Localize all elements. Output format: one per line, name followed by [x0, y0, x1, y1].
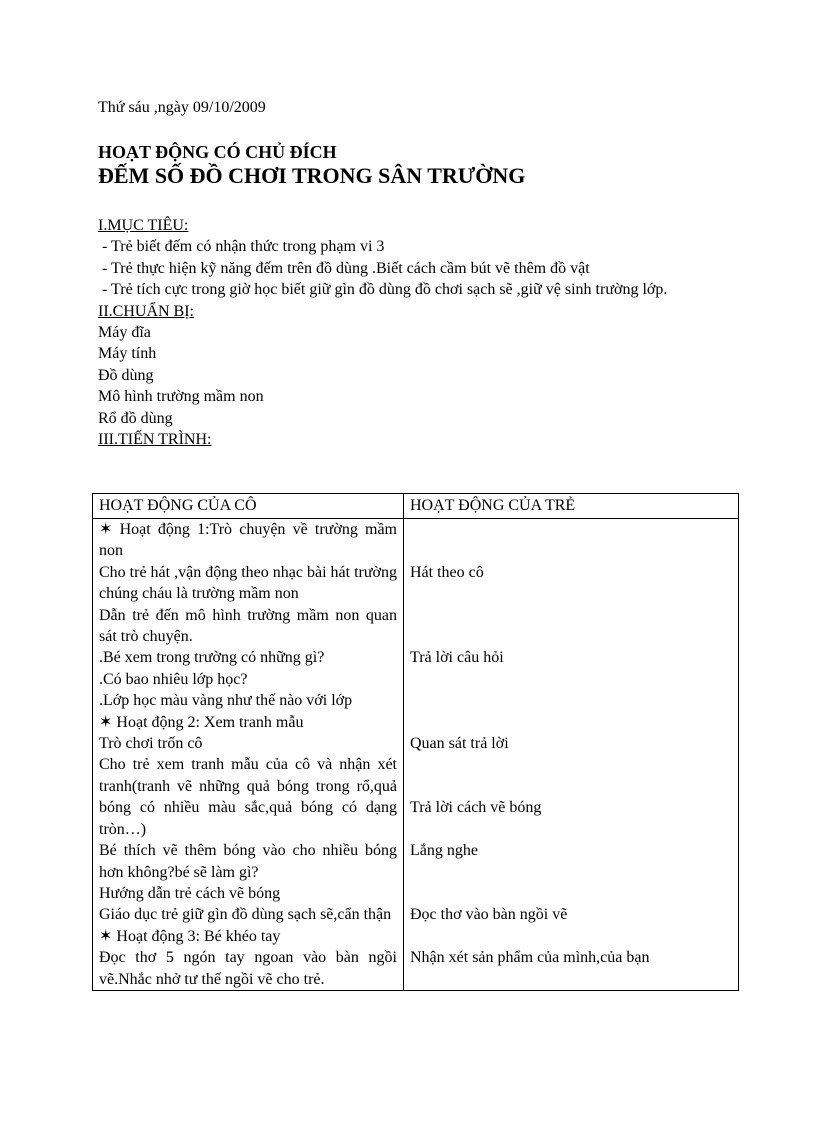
section-procedure-heading: III.TIẾN TRÌNH: — [98, 431, 212, 449]
objective-item: - Trẻ thực hiện kỹ năng đếm trên đồ dùng .Biết cách cầm bút vẽ thêm đồ vật — [98, 259, 590, 277]
table-row — [93, 519, 739, 991]
teacher-step: Cho trẻ xem tranh mẫu của cô và nhận xét tranh(tranh vẽ những quả bóng trong rổ,quả bóng có nhiều màu sắc,quả bóng có dạng tròn…) — [99, 756, 397, 838]
teacher-column-header: HOẠT ĐỘNG CỦA CÔ — [93, 494, 404, 519]
objective-item: - Trẻ biết đếm có nhận thức trong phạm vi 3 — [98, 238, 385, 256]
child-response: Quan sát trả lời — [410, 734, 509, 752]
activity-heading: ✶ Hoạt động 3: Bé khéo tay — [99, 927, 281, 945]
teacher-question: .Có bao nhiêu lớp học? — [99, 670, 248, 688]
children-column-header: HOẠT ĐỘNG CỦA TRẺ — [404, 494, 739, 519]
teacher-question: .Lớp học màu vàng như thế nào với lớp — [99, 692, 353, 710]
preparation-item: Rổ đồ dùng — [98, 409, 173, 427]
objective-item: - Trẻ tích cực trong giờ học biết giữ gìn đồ dùng đồ chơi sạch sẽ ,giữ vệ sinh trường lớp. — [98, 281, 668, 299]
activity-table — [92, 493, 739, 991]
children-activities-cell — [404, 519, 739, 991]
teacher-step: Hướng dẫn trẻ cách vẽ bóng — [99, 884, 281, 902]
child-response: Lắng nghe — [410, 841, 478, 859]
lesson-date: Thứ sáu ,ngày 09/10/2009 — [98, 99, 266, 116]
child-response: Nhận xét sản phẩm của mình,của bạn — [410, 948, 650, 966]
section-preparation-heading: II.CHUẨN BỊ: — [98, 302, 194, 320]
teacher-activities-cell — [93, 519, 404, 991]
section-objectives-heading: I.MỤC TIÊU: — [98, 217, 189, 234]
activity-heading: ✶ Hoạt động 1:Trò chuyện về trường mầm non — [99, 521, 397, 560]
lesson-title: ĐẾM SỐ ĐỒ CHƠI TRONG SÂN TRƯỜNG — [98, 163, 526, 188]
lesson-type-title: HOẠT ĐỘNG CÓ CHỦ ĐÍCH — [98, 142, 337, 162]
preparation-item: Máy tính — [98, 345, 157, 363]
child-response: Trả lời cách vẽ bóng — [410, 799, 542, 817]
teacher-step: Trò chơi trốn cô — [99, 735, 203, 753]
teacher-step: Dẫn trẻ đến mô hình trường mầm non quan sát trò chuyện. — [99, 606, 397, 646]
preparation-item: Đồ dùng — [98, 366, 154, 384]
teacher-step: Đọc thơ 5 ngón tay ngoan vào bàn ngồi vẽ.Nhắc nhở tư thế ngồi vẽ cho trẻ. — [99, 949, 397, 988]
activity-heading: ✶ Hoạt động 2: Xem tranh mẫu — [99, 713, 304, 731]
child-response: Hát theo cô — [410, 563, 484, 581]
teacher-step: Bé thích vẽ thêm bóng vào cho nhiều bóng hơn không?bé sẽ làm gì? — [99, 842, 397, 881]
teacher-step: Giáo dục trẻ giữ gìn đồ dùng sạch sẽ,cẩn thận — [99, 906, 392, 924]
teacher-question: .Bé xem trong trường có những gì? — [99, 649, 325, 667]
child-response: Trả lời câu hỏi — [410, 649, 504, 667]
lesson-content — [98, 215, 758, 450]
preparation-item: Máy đĩa — [98, 324, 151, 342]
table-header-row — [93, 494, 739, 519]
preparation-item: Mô hình trường mầm non — [98, 388, 264, 406]
teacher-step: Cho trẻ hát ,vận động theo nhạc bài hát trường chúng cháu là trường mầm non — [99, 563, 397, 603]
child-response: Đọc thơ vào bàn ngồi vẽ — [410, 906, 568, 924]
